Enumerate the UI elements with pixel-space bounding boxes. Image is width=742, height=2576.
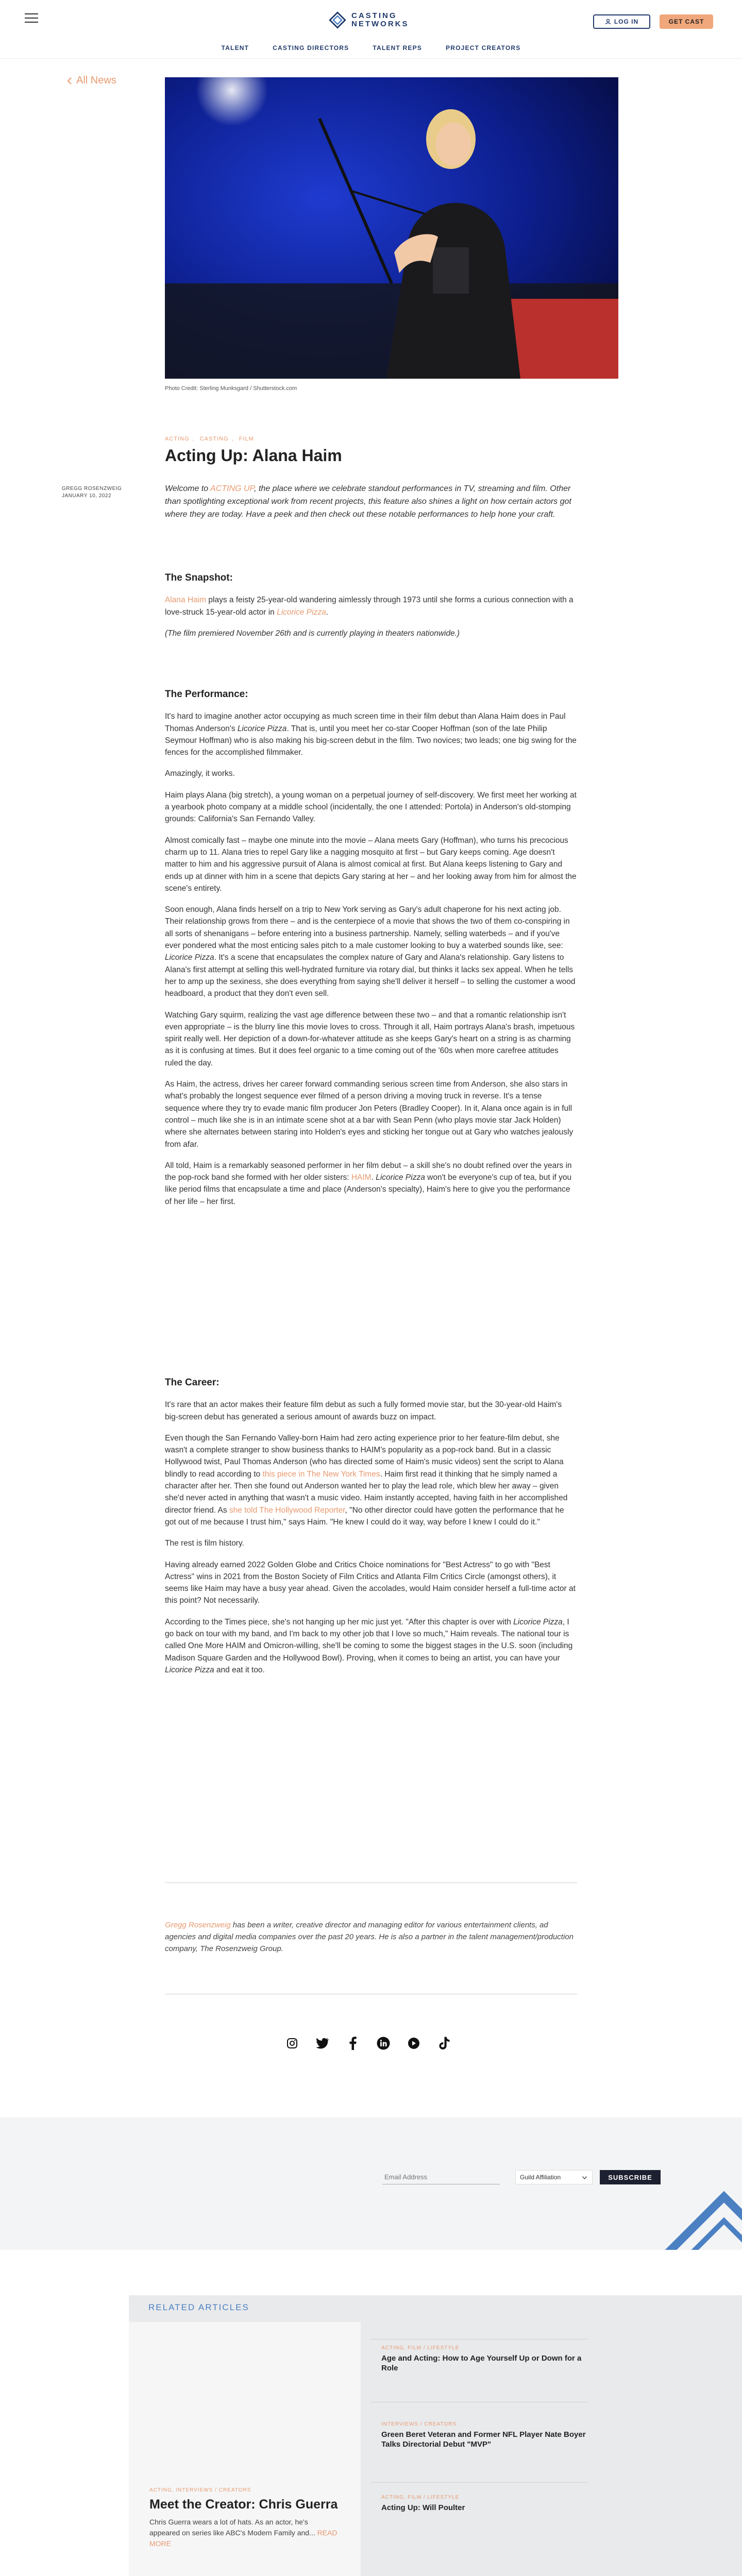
licorice-pizza-link[interactable]: Licorice Pizza bbox=[277, 607, 326, 617]
snapshot-heading: The Snapshot: bbox=[165, 572, 233, 583]
category-casting[interactable]: CASTING bbox=[199, 436, 229, 442]
performance-p2: Amazingly, it works. bbox=[165, 769, 235, 778]
facebook-icon[interactable] bbox=[345, 2036, 361, 2051]
performance-p3: Haim plays Alana (big stretch), a young woman on a perpetual journey of self-discovery. We first meet her working at a yearbook photo company at a middle school (incidentally, the one I attended: Portola) in Anderson's old-stomping grounds: California's San Fernando Valley. bbox=[165, 790, 577, 824]
all-news-link[interactable]: All News bbox=[67, 75, 116, 87]
divider bbox=[371, 2482, 587, 2483]
get-cast-button[interactable]: GET CAST bbox=[660, 14, 713, 29]
byline bbox=[62, 485, 122, 500]
divider bbox=[371, 2339, 587, 2340]
career-p2: Even though the San Fernando Valley-born Haim had zero acting experience prior to her feature-film debut, she wasn't a complete stranger to show business thanks to HAIM's popularity as a pop-rock band. But in a classic Hollywood twist, Paul Thomas Anderson (who has directed some of Haim's music videos) sent the script to Alana blindly to read according to this piece in The New York Times. Haim first read it thinking that he simply named a character after her. Then she found out Anderson wanted her to play the lead role, which blew her away – given she'd never acted in anything that wasn't a music video. Haim instantly accepted, having faith in her accomplished director friend. As she told The Hollywood Reporter, "No other director could have gotten the performance that he got out of me because I trust him," says Haim. "He knew I could do it way, way before I knew I could do it." bbox=[165, 1433, 568, 1527]
performance-p5: Soon enough, Alana finds herself on a trip to New York serving as Gary's adult chaperone for his next acting job. Their relationship grows from there – and is the centerpiece of a movie that shows the two of them co-conspiring in all sorts of shenanigans – before entering into a business partnership. Namely, selling waterbeds – and if you've ever pondered what the most enticing sales pitch to a male customer looking to buy a waterbed sounds like, see: Licorice Pizza. It's a scene that encapsulates the complex nature of Gary and Alana's relationship. Gary listens to Alana's first attempt at selling this well-hydrated furniture via rotary dial, but thinks it lacks sex appeal. When he tells her to amp up the sexiness, she does everything from saying she'll deliver it herself – to selling the customer a wood headboard, a product that they don't even sell. bbox=[165, 905, 576, 998]
alana-haim-link[interactable]: Alana Haim bbox=[165, 596, 207, 605]
hero-image bbox=[165, 77, 618, 379]
read-more-link[interactable]: READ MORE bbox=[149, 2529, 338, 2548]
acting-up-link[interactable]: ACTING UP bbox=[210, 484, 255, 493]
author-bio-link[interactable]: Gregg Rosenzweig bbox=[165, 1921, 231, 1929]
main-nav bbox=[0, 40, 742, 59]
logo-text: CASTING NETWORKS bbox=[351, 11, 409, 28]
career-heading: The Career: bbox=[165, 1377, 220, 1388]
related-item[interactable]: INTERVIEWS / CREATORS Green Beret Veteran and Former NFL Player Nate Boyer Talks Directorial Debut "MVP" bbox=[381, 2421, 586, 2449]
logo[interactable] bbox=[328, 7, 409, 33]
career-p4: Having already earned 2022 Golden Globe and Critics Choice nominations for "Best Actress" to go with "Best Actress" wins in 2021 from the Boston Society of Film Critics and Atlanta Film Critics Circle (amongst others), it seems like Haim may have a busy year ahead. Given the accolades, would Haim consider herself a full-time actor at this point? Not necessarily. bbox=[165, 1560, 576, 1605]
newsletter-email-input[interactable] bbox=[382, 2170, 500, 2184]
career-p3: The rest is film history. bbox=[165, 1539, 244, 1548]
category-acting[interactable]: ACTING bbox=[165, 436, 190, 442]
guild-affiliation-select[interactable]: Guild Affiliation bbox=[515, 2170, 593, 2184]
nav-talent-reps[interactable]: TALENT REPS bbox=[373, 44, 423, 52]
article-categories: ACTING , CASTING , FILM bbox=[165, 436, 254, 442]
share-icons bbox=[284, 2036, 452, 2051]
instagram-icon[interactable] bbox=[284, 2036, 300, 2051]
twitter-icon[interactable] bbox=[315, 2036, 330, 2051]
author-bio: Gregg Rosenzweig has been a writer, creative director and managing editor for various entertainment clients, ad agencies and digital media companies over the past 20 years. He is also a partner in the talent management/production company, The Rosenzweig Group. bbox=[165, 1921, 574, 1953]
top-bar bbox=[0, 0, 742, 40]
snapshot-text: Alana Haim plays a feisty 25-year-old wandering aimlessly through 1973 until she forms a curious connection with a love-struck 15-year-old actor in Licorice Pizza. bbox=[165, 596, 574, 617]
menu-icon[interactable] bbox=[25, 13, 38, 23]
article-title: Acting Up: Alana Haim bbox=[165, 446, 342, 465]
performance-section bbox=[165, 688, 577, 1217]
related-label: RELATED ARTICLES bbox=[148, 2302, 249, 2312]
photo-credit: Photo Credit: Sterling Munksgard / Shutterstock.com bbox=[165, 385, 297, 392]
thr-link[interactable]: she told The Hollywood Reporter bbox=[229, 1505, 345, 1515]
related-item[interactable]: ACTING, FILM / LIFESTYLE Age and Acting: How to Age Yourself Up or Down for a Role bbox=[381, 2345, 582, 2372]
career-p1: It's rare that an actor makes their feature film debut as such a fully formed movie star, but the 30-year-old Haim's big-screen debut has generated a serious amount of awards buzz on impact. bbox=[165, 1400, 562, 1421]
performance-p4: Almost comically fast – maybe one minute into the movie – Alana meets Gary (Hoffman), who turns his precocious charm up to 11. Alana tries to repel Gary like a nagging mosquito at first – but Gary keeps coming. Age doesn't matter to him and his aggressive pursuit of Alana is almost comical at first. But Alana keeps listening to Gary and ends up at dinner with him in a scene that depicts Gary staring at her – and her looking away from him for almost the scene's entirety. bbox=[165, 836, 577, 893]
nav-casting-directors[interactable]: CASTING DIRECTORS bbox=[273, 44, 349, 52]
related-item[interactable]: ACTING, FILM / LIFESTYLE Acting Up: Will Poulter bbox=[381, 2495, 465, 2512]
featured-summary: Chris Guerra wears a lot of hats. As an actor, he's appeared on series like ABC's Modern Family and... READ MORE bbox=[149, 2518, 338, 2548]
performance-p8: All told, Haim is a remarkably seasoned performer in her film debut – a skill she's no doubt refined over the years in the pop-rock band she formed with her older sisters: HAIM. Licorice Pizza won't be everyone's cup of tea, but if you like period films that encapsulate a time and place (Anderson's specialty), Haim's here to give you the performance of her life – her first. bbox=[165, 1161, 572, 1206]
featured-categories: ACTING, INTERVIEWS / CREATORS bbox=[149, 2487, 251, 2493]
category-film[interactable]: FILM bbox=[239, 436, 254, 442]
newsletter-band bbox=[0, 2117, 742, 2250]
logo-mark-icon bbox=[328, 10, 347, 30]
nyt-link[interactable]: this piece in The New York Times bbox=[262, 1469, 380, 1479]
subscribe-button[interactable]: SUBSCRIBE bbox=[600, 2170, 661, 2184]
featured-title[interactable]: Meet the Creator: Chris Guerra bbox=[149, 2497, 338, 2512]
snapshot-section bbox=[165, 572, 577, 649]
performance-p7: As Haim, the actress, drives her career forward commanding serious screen time from Anderson, she also stars in what's probably the longest sequence ever filmed of a person driving a moving truck in reverse. It's a tense sequence where they try to evade manic film producer Jon Peters (Bradley Cooper). In it, Alana once again is in full control – much like she is in an intimate scene shot at a bar with Sean Penn (who plays movie star Jack Holden) where she alternates between staring into Holden's eyes and sticking her tongue out at Gary who watches jealously from afar. bbox=[165, 1080, 574, 1149]
career-p5: According to the Times piece, she's not hanging up her mic just yet. "After this chapter is over with Licorice Pizza, I go back on tour with my band, and I'm back to my other job that I love so much," Haim reveals. The national tour is called One More HAIM and Omicron-willing, she'll be coming to some the biggest stages in the U.S. soon (including Madison Square Garden and the Hollywood Bowl). Proving, when it comes to being an artist, you can have your Licorice Pizza and eat it too. bbox=[165, 1617, 573, 1674]
performer-photo bbox=[165, 77, 618, 379]
tiktok-icon[interactable] bbox=[436, 2036, 452, 2051]
linkedin-icon[interactable] bbox=[376, 2036, 391, 2051]
premiere-note: (The film premiered November 26th and is currently playing in theaters nationwide.) bbox=[165, 629, 460, 638]
article-intro: Welcome to ACTING UP, the place where we celebrate standout performances in TV, streaming and film. Other than spotlighting exceptional work from recent projects, this feature also shines a light on how certain actors got where they are today. Have a peek and then check out these notable performances to help hone your craft. bbox=[165, 484, 571, 519]
performance-p6: Watching Gary squirm, realizing the vast age difference between these two – and that a romantic relationship isn't even appropriate – is the blurry line this movie loves to cross. Through it all, Haim portrays Alana's brash, impetuous spirit really well. Her depiction of a down-for-whatever attitude as she keeps Gary's heart on a string is as charming as it is confusing at times. But it does feel organic to a time coming out of the '60s when more carefree attitudes ruled the day. bbox=[165, 1010, 575, 1067]
youtube-icon[interactable] bbox=[406, 2036, 421, 2051]
nav-project-creators[interactable]: PROJECT CREATORS bbox=[446, 44, 521, 52]
login-button[interactable]: LOG IN bbox=[593, 14, 650, 29]
author-name[interactable]: GREGG ROSENZWEIG bbox=[62, 486, 122, 492]
user-icon bbox=[605, 19, 611, 25]
performance-p1: It's hard to imagine another actor occupying as much screen time in their film debut than Alana Haim does in Paul Thomas Anderson's Licorice Pizza. That is, until you meet her co-star Cooper Hoffman (son of the late Philip Seymour Hoffman) who is also making his big-screen debut in the film. Two novices; two leads; one big swing for the fences for the accomplished filmmaker. bbox=[165, 712, 577, 757]
chevron-left-icon bbox=[67, 77, 72, 85]
performance-heading: The Performance: bbox=[165, 689, 248, 700]
career-section bbox=[165, 1377, 577, 1685]
nav-talent[interactable]: TALENT bbox=[221, 44, 249, 52]
haim-band-link[interactable]: HAIM bbox=[351, 1173, 372, 1182]
publish-date: JANUARY 10, 2022 bbox=[62, 493, 112, 499]
diamond-decoration bbox=[662, 2190, 742, 2250]
chevron-down-icon bbox=[582, 2176, 587, 2179]
